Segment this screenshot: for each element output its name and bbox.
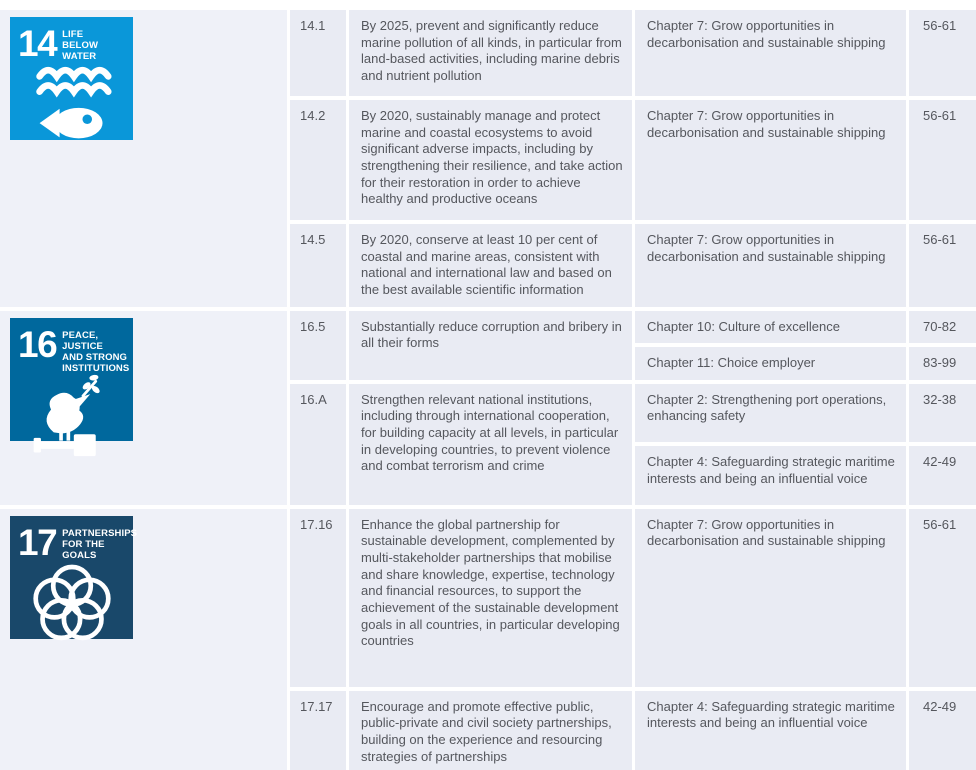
target-description-cell: Encourage and promote effective public, public-private and civil society partnerships, building on the experience and resourcing strategies of partnerships <box>349 691 632 770</box>
sdg-17-partnerships-icon-art <box>18 561 126 643</box>
goal-cell-17 <box>0 509 287 770</box>
chapter-group <box>635 509 976 687</box>
target-description-cell: Strengthen relevant national institutions, including through international cooperation, for building capacity at all levels, in particular in developing countries, to prevent violence and combat terrorism and crime <box>349 384 632 505</box>
chapter-reference-cell: Chapter 7: Grow opportunities in decarbonisation and sustainable shipping <box>635 509 906 687</box>
chapter-row <box>635 384 976 443</box>
target-id-cell: 14.1 <box>290 10 346 96</box>
goal-cell-16 <box>0 311 287 505</box>
target-description-cell: Substantially reduce corruption and bribery in all their forms <box>349 311 632 380</box>
target-row-16.5 <box>290 311 976 380</box>
sdg-17-partnerships-icon <box>10 516 138 639</box>
goal-number: 17 <box>18 521 57 563</box>
chapter-row <box>635 691 976 770</box>
sdg-table <box>0 10 976 770</box>
page-range-cell: 56-61 <box>909 100 976 220</box>
target-id-cell: 17.17 <box>290 691 346 770</box>
chapter-reference-cell: Chapter 4: Safeguarding strategic maritime interests and being an influential voice <box>635 691 906 770</box>
goal-header <box>18 323 130 375</box>
target-row-14.1 <box>290 10 976 96</box>
chapter-reference-cell: Chapter 2: Strengthening port operations, enhancing safety <box>635 384 906 443</box>
page-range-cell: 56-61 <box>909 10 976 96</box>
page-range-cell: 56-61 <box>909 224 976 307</box>
target-description-cell: By 2025, prevent and significantly reduce marine pollution of all kinds, in particular from land-based activities, including marine debris and nutrient pollution <box>349 10 632 96</box>
target-id-cell: 14.5 <box>290 224 346 307</box>
chapter-reference-cell: Chapter 7: Grow opportunities in decarbonisation and sustainable shipping <box>635 224 906 307</box>
page-range-cell: 42-49 <box>909 446 976 505</box>
chapter-group <box>635 311 976 380</box>
page-range-cell: 42-49 <box>909 691 976 770</box>
goal-header <box>18 521 138 563</box>
chapter-row <box>635 10 976 96</box>
page-range-cell: 70-82 <box>909 311 976 344</box>
target-description-cell: By 2020, sustainably manage and protect marine and coastal ecosystems to avoid significant adverse impacts, including by strengthening their resilience, and take action for their restoration in order to achieve healthy and productive oceans <box>349 100 632 220</box>
goal-title: LIFE BELOW WATER <box>62 29 99 63</box>
chapter-row <box>635 100 976 220</box>
sdg-14-life-below-water-icon-art <box>18 63 126 145</box>
chapter-group <box>635 10 976 96</box>
goal-number: 14 <box>18 23 57 64</box>
goal-number: 16 <box>18 323 57 365</box>
sdg-16-peace-justice-icon <box>10 318 133 441</box>
chapter-reference-cell: Chapter 4: Safeguarding strategic maritime interests and being an influential voice <box>635 446 906 505</box>
target-row-14.2 <box>290 100 976 220</box>
target-description-cell: By 2020, conserve at least 10 per cent of coastal and marine areas, consistent with national and international law and based on the best available scientific information <box>349 224 632 307</box>
chapter-reference-cell: Chapter 10: Culture of excellence <box>635 311 906 344</box>
chapter-group <box>635 100 976 220</box>
target-id-cell: 16.A <box>290 384 346 505</box>
chapter-row <box>635 446 976 505</box>
sdg-16-peace-justice-icon-art <box>18 374 126 458</box>
goal-cell-14 <box>0 10 287 307</box>
sdg-14-life-below-water-icon <box>10 17 133 140</box>
sdg-band-16 <box>0 311 976 505</box>
goal-title: PEACE, JUSTICE AND STRONG INSTITUTIONS <box>62 329 130 375</box>
chapter-row <box>635 311 976 344</box>
chapter-reference-cell: Chapter 7: Grow opportunities in decarbonisation and sustainable shipping <box>635 10 906 96</box>
goal-title: PARTNERSHIPS FOR THE GOALS <box>62 527 138 562</box>
chapter-group <box>635 384 976 505</box>
chapter-reference-cell: Chapter 7: Grow opportunities in decarbonisation and sustainable shipping <box>635 100 906 220</box>
chapter-row <box>635 509 976 687</box>
target-id-cell: 17.16 <box>290 509 346 687</box>
target-description-cell: Enhance the global partnership for sustainable development, complemented by multi-stakeholder partnerships that mobilise and share knowledge, expertise, technology and financial resources, to support the achievement of the sustainable development goals in all countries, in particular developing countries <box>349 509 632 687</box>
chapter-row <box>635 224 976 307</box>
target-row-16.A <box>290 384 976 505</box>
page-range-cell: 83-99 <box>909 347 976 380</box>
page-range-cell: 32-38 <box>909 384 976 443</box>
target-row-17.16 <box>290 509 976 687</box>
chapter-reference-cell: Chapter 11: Choice employer <box>635 347 906 380</box>
sdg-band-14 <box>0 10 976 307</box>
goal-header <box>18 23 126 64</box>
chapter-group <box>635 691 976 770</box>
target-row-14.5 <box>290 224 976 307</box>
target-id-cell: 16.5 <box>290 311 346 380</box>
page-range-cell: 56-61 <box>909 509 976 687</box>
chapter-group <box>635 224 976 307</box>
target-id-cell: 14.2 <box>290 100 346 220</box>
sdg-band-17 <box>0 509 976 770</box>
target-row-17.17 <box>290 691 976 770</box>
chapter-row <box>635 347 976 380</box>
